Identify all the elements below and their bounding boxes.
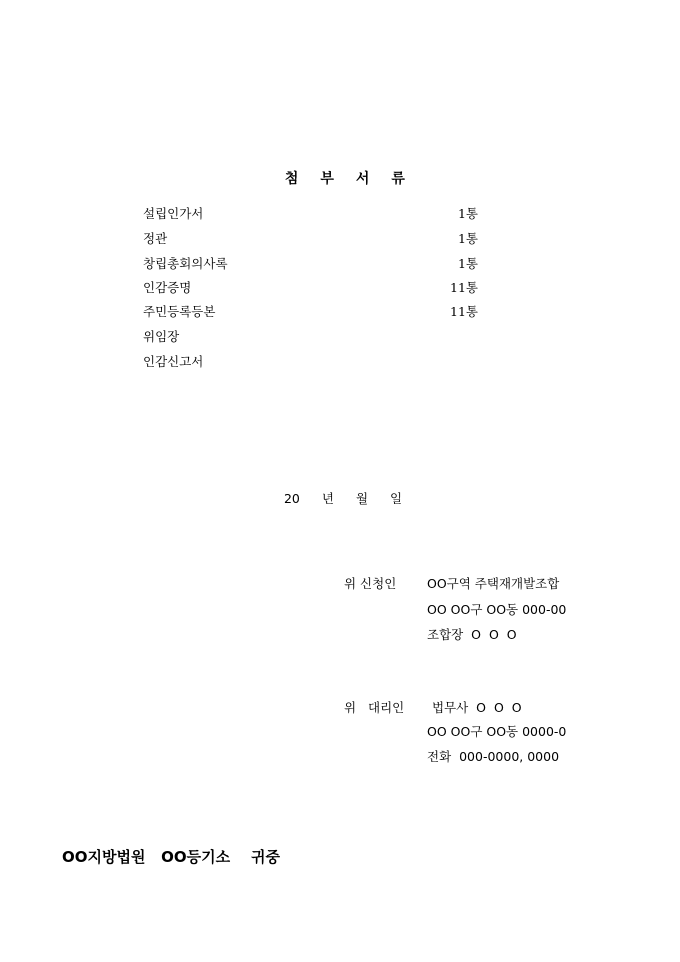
agent-address: OO OO구 OO동 0000-0 bbox=[427, 724, 567, 739]
applicant-representative: 조합장 O O O bbox=[427, 627, 517, 642]
applicant-label: 위 신청인 bbox=[344, 576, 397, 591]
title-char-4: 류 bbox=[391, 171, 405, 187]
date-year-prefix: 20 bbox=[283, 491, 300, 506]
attachment-name: 인감신고서 bbox=[143, 354, 204, 369]
agent-phone: 전화 000-0000, 0000 bbox=[427, 749, 560, 764]
date-month: 월 bbox=[355, 491, 369, 506]
applicant-name: OO구역 주택재개발조합 bbox=[427, 576, 560, 591]
attachment-count: 1통 bbox=[457, 231, 478, 246]
court-addressee: OO지방법원 OO등기소 귀중 bbox=[62, 848, 280, 866]
attachment-name: 인감증명 bbox=[143, 280, 192, 295]
date-year: 년 bbox=[321, 491, 334, 506]
agent-name: 법무사 O O O bbox=[432, 700, 522, 715]
applicant-address: OO OO구 OO동 000-00 bbox=[427, 602, 567, 617]
attachment-name: 주민등록등본 bbox=[143, 304, 216, 319]
title-char-3: 서 bbox=[355, 171, 370, 187]
date-line bbox=[276, 474, 402, 507]
title-char-2: 부 bbox=[320, 171, 334, 187]
attachment-name: 위임장 bbox=[143, 329, 180, 344]
agent-label: 위 대리인 bbox=[344, 700, 405, 715]
attachment-count: 1통 bbox=[457, 256, 478, 271]
date-day: 일 bbox=[390, 491, 403, 506]
title-char-1: 첨 bbox=[284, 171, 299, 187]
attachment-count: 1통 bbox=[457, 206, 478, 221]
attachment-count: 11통 bbox=[450, 280, 478, 295]
attachment-count: 11통 bbox=[450, 304, 478, 319]
attachment-name: 정관 bbox=[143, 231, 168, 246]
attachment-name: 창립총회의사록 bbox=[143, 256, 228, 271]
page-title bbox=[0, 152, 680, 188]
attachment-name: 설립인가서 bbox=[143, 206, 204, 221]
